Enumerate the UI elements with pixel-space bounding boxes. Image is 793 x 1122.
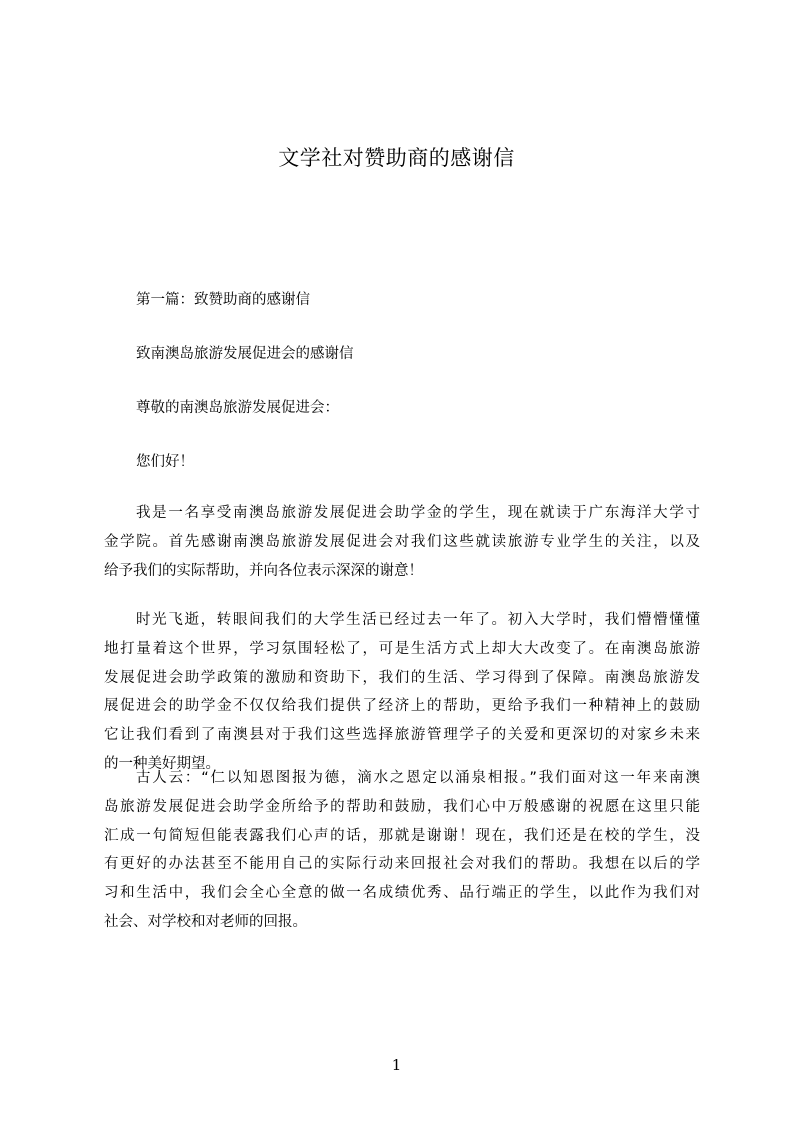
paragraph-line: 社会、对学校和对老师的回报。 xyxy=(104,913,307,930)
paragraph-line: 它让我们看到了南澳县对于我们这些选择旅游管理学子的关爱和更深切的对家乡未来 xyxy=(104,727,700,744)
paragraph-2 xyxy=(104,606,700,779)
paragraph-line: 的一种美好期望。 xyxy=(104,755,220,772)
greeting: 您们好！ xyxy=(136,454,194,470)
paragraph-1 xyxy=(104,499,700,585)
paragraph-line: 时光飞逝，转眼间我们的大学生活已经过去一年了。初入大学时，我们懵懵懂懂 xyxy=(136,612,700,628)
paragraph-line: 发展促进会助学政策的激励和资助下，我们的生活、学习得到了保障。南澳岛旅游发 xyxy=(104,669,700,686)
salutation: 尊敬的南澳岛旅游发展促进会： xyxy=(136,400,339,416)
paragraph-line: 习和生活中，我们会全心全意的做一名成绩优秀、品行端正的学生，以此作为我们对 xyxy=(104,885,700,902)
document-title: 文学社对赞助商的感谢信 xyxy=(278,146,515,170)
letter-heading: 致南澳岛旅游发展促进会的感谢信 xyxy=(136,346,354,362)
paragraph-line: 汇成一句简短但能表露我们心声的话，那就是谢谢！现在，我们还是在校的学生，没 xyxy=(104,827,700,844)
paragraph-line: 金学院。首先感谢南澳岛旅游发展促进会对我们这些就读旅游专业学生的关注，以及 xyxy=(104,533,700,550)
paragraph-line: 地打量着这个世界，学习氛围轻松了，可是生活方式上却大大改变了。在南澳岛旅游 xyxy=(104,640,700,657)
paragraph-line: 我是一名享受南澳岛旅游发展促进会助学金的学生，现在就读于广东海洋大学寸 xyxy=(136,505,700,521)
paragraph-line: 展促进会的助学金不仅仅给我们提供了经济上的帮助，更给予我们一种精神上的鼓励 xyxy=(104,698,700,715)
paragraph-3 xyxy=(104,764,700,937)
paragraph-line: 古人云：“仁以知恩图报为德，滴水之恩定以涌泉相报。”我们面对这一年来南澳 xyxy=(136,770,700,786)
paragraph-line: 给予我们的实际帮助，并向各位表示深深的谢意！ xyxy=(104,562,423,579)
page-number: 1 xyxy=(391,1056,402,1074)
paragraph-line: 有更好的办法甚至不能用自己的实际行动来回报社会对我们的帮助。我想在以后的学 xyxy=(104,856,700,873)
section-heading: 第一篇：致赞助商的感谢信 xyxy=(136,292,310,308)
paragraph-line: 岛旅游发展促进会助学金所给予的帮助和鼓励，我们心中万般感谢的祝愿在这里只能 xyxy=(104,798,700,815)
